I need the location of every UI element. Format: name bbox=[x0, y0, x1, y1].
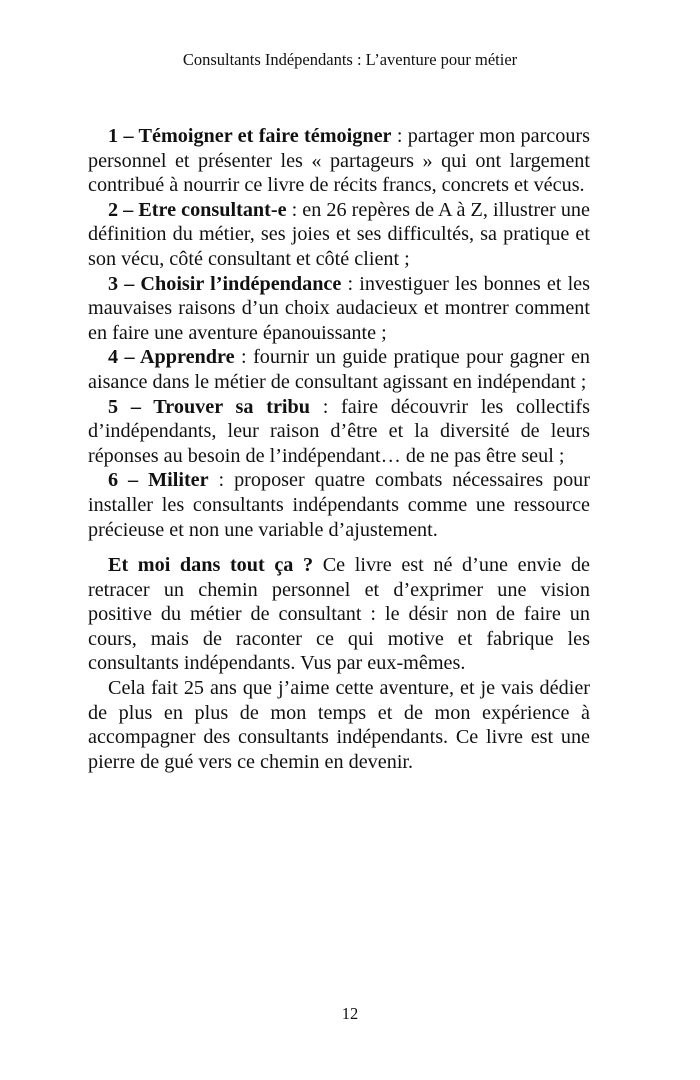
closing-paragraph bbox=[88, 553, 590, 676]
final-paragraph: Cela fait 25 ans que j’aime cette aventure, et je vais dédier de plus en plus de mon temps et de mon expérience à accompagner des consultants indépendants. Ce livre est une pierre de gué vers ce chemin en devenir. bbox=[88, 677, 590, 773]
list-item-label: 3 – Choisir l’indépendance bbox=[108, 272, 342, 295]
list-item-label: 2 – Etre consultant-e bbox=[108, 198, 287, 221]
page-body bbox=[88, 124, 590, 774]
page-number: 12 bbox=[341, 1004, 359, 1023]
list-item bbox=[88, 468, 590, 542]
list-item-text: : fournir un guide pratique pour gagner en aisance dans le métier de consultant agissant en indépendant ; bbox=[88, 346, 591, 393]
closing-lead: Et moi dans tout ça ? bbox=[108, 554, 314, 577]
list-item-text: : partager mon parcours personnel et présenter les « partageurs » qui ont largement contribué à nourrir ce livre de récits francs, concrets et vécus. bbox=[88, 125, 591, 197]
closing-text: Ce livre est né d’une envie de retracer un chemin personnel et d’exprimer une vision positive du métier de consultant : le désir non de faire un cours, mais de raconter ce qui motive et fabrique les consultants indépendants. Vus par eux-mêmes. bbox=[88, 554, 591, 675]
list-item bbox=[88, 198, 590, 272]
list-item bbox=[88, 345, 590, 394]
list-item bbox=[88, 395, 590, 469]
list-item-text: : en 26 repères de A à Z, illustrer une définition du métier, ses joies et ses difficultés, sa pratique et son vécu, côté consultant et côté client ; bbox=[88, 198, 590, 270]
list-item-text: : investiguer les bonnes et les mauvaises raisons d’un choix audacieux et montrer comment en faire une aventure épanouissante ; bbox=[88, 272, 590, 344]
list-item-label: 1 – Témoigner et faire témoigner bbox=[108, 125, 392, 147]
list-item-label: 5 – Trouver sa tribu bbox=[108, 395, 310, 418]
list-item-label: 6 – Militer bbox=[108, 469, 209, 492]
list-item-text: : faire découvrir les collectifs d’indépendants, leur raison d’être et la diversité de leurs réponses au besoin de l’indépendant… de ne pas être seul ; bbox=[88, 395, 590, 467]
list-item-label: 4 – Apprendre bbox=[108, 346, 235, 369]
list-item bbox=[88, 124, 590, 198]
list-item-text: : proposer quatre combats nécessaires pour installer les consultants indépendants comme une ressource précieuse et non une variable d’ajustement. bbox=[88, 469, 590, 541]
running-header: Consultants Indépendants : L’aventure pour métier bbox=[182, 50, 518, 69]
list-item bbox=[88, 272, 590, 346]
